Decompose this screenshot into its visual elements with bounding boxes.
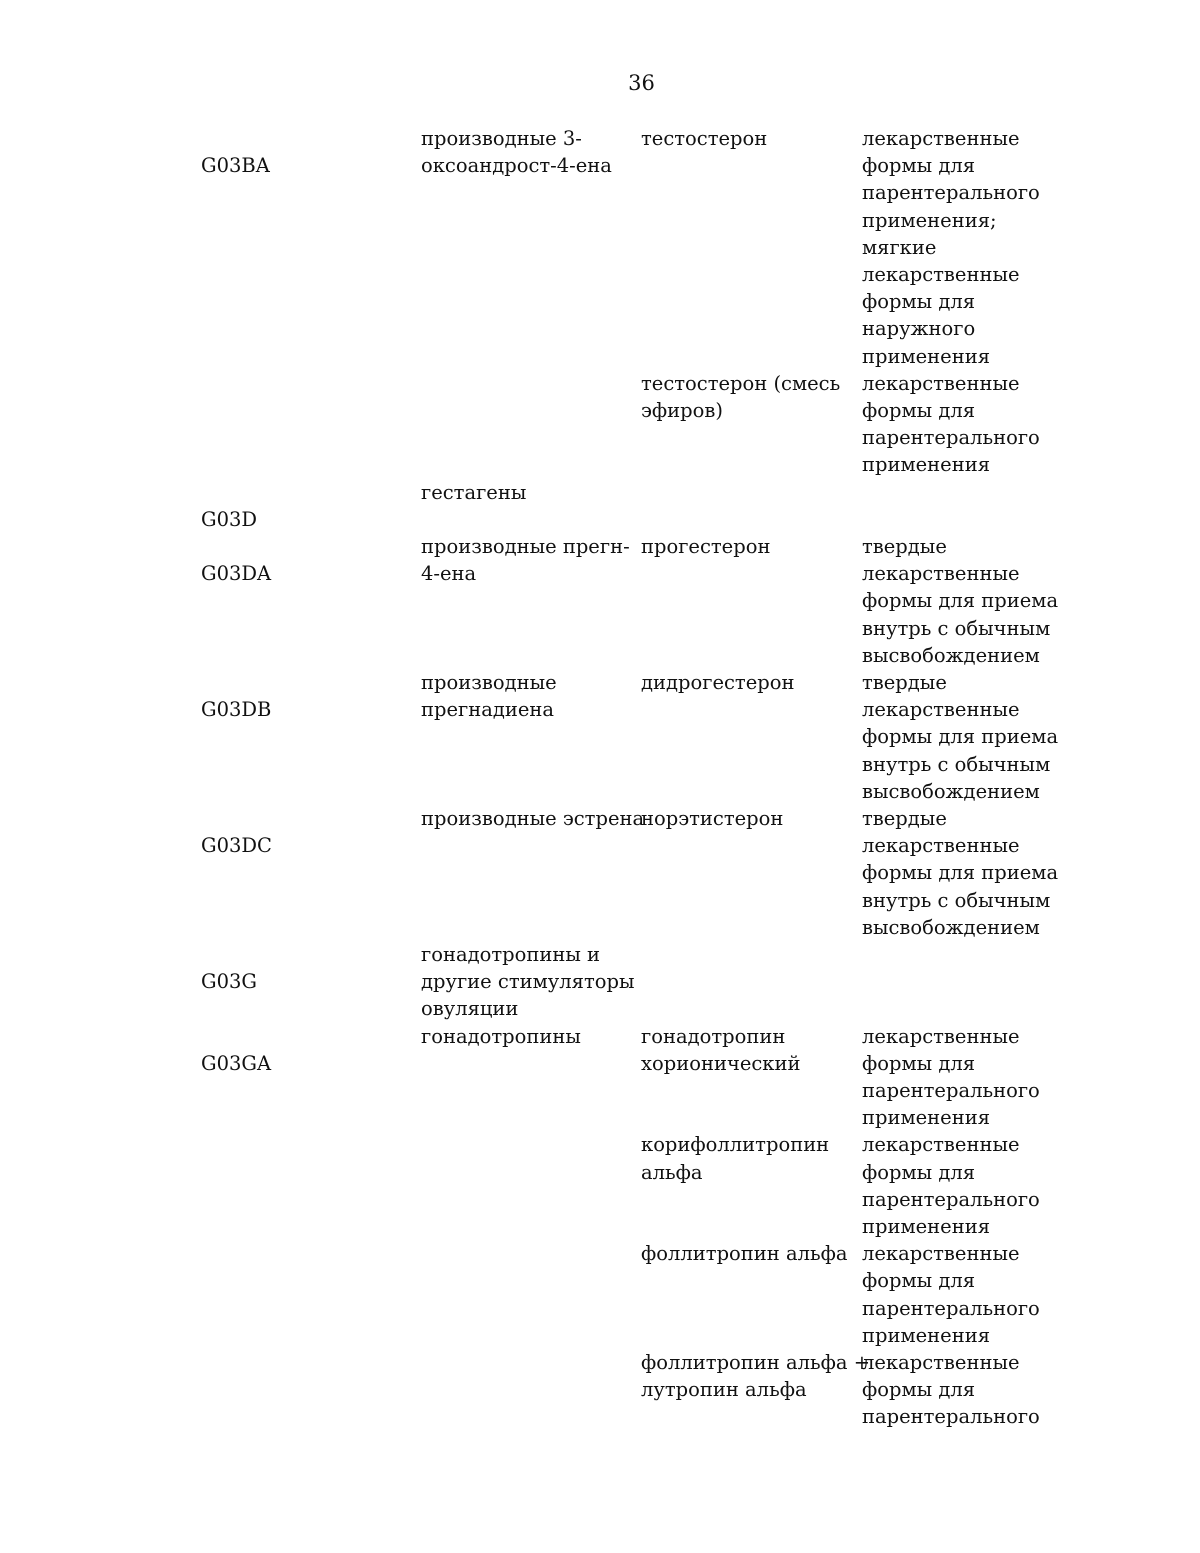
- dosage-form: [862, 125, 1077, 370]
- drug-name-line: тестостерон (смесь: [641, 371, 841, 395]
- drug-name-line: гонадотропин: [641, 1024, 786, 1048]
- dosage-form-line: парентерального: [862, 426, 1040, 450]
- dosage-form-line: мягкие: [862, 235, 937, 259]
- drug-name-line: фоллитропин альфа +: [641, 1350, 871, 1374]
- dosage-form-line: лекарственные: [862, 834, 1020, 858]
- dosage-form-line: парентерального: [862, 181, 1040, 205]
- group-name: [421, 941, 636, 1023]
- dosage-form: [862, 669, 1077, 805]
- drug-name-line: тестостерон: [641, 127, 768, 150]
- group-name: [421, 533, 636, 587]
- dosage-form-line: наружного: [862, 317, 976, 341]
- dosage-form: [862, 370, 1077, 479]
- table-row: [0, 1349, 1200, 1431]
- group-name: [421, 479, 636, 506]
- atc-code: [201, 370, 401, 397]
- dosage-form-line: высвобождением: [862, 915, 1040, 939]
- drug-name: [641, 669, 856, 696]
- dosage-form-line: парентерального: [862, 1296, 1040, 1320]
- group-name-line: оксоандрост-4-ена: [421, 154, 612, 178]
- drug-name: [641, 1131, 856, 1185]
- dosage-form-line: применения: [862, 1214, 991, 1238]
- dosage-form-line: применения;: [862, 208, 997, 232]
- drug-name-line: дидрогестерон: [641, 670, 795, 694]
- group-name-line: производные: [421, 670, 557, 694]
- dosage-form-line: лекарственные: [862, 127, 1020, 150]
- dosage-form-line: лекарственные: [862, 698, 1020, 722]
- drug-name-line: корифоллитропин: [641, 1133, 830, 1157]
- table-row: [0, 1240, 1200, 1349]
- drug-name: [641, 1240, 856, 1267]
- dosage-form: [862, 1349, 1077, 1431]
- group-name-line: 4-ена: [421, 562, 477, 586]
- dosage-form-line: высвобождением: [862, 643, 1040, 667]
- atc-code: G03BA: [201, 154, 270, 178]
- dosage-form-line: применения: [862, 1323, 991, 1347]
- table-row: [0, 941, 1200, 1023]
- dosage-form-line: формы для: [862, 290, 976, 314]
- table-row: [0, 1131, 1200, 1240]
- dosage-form-line: парентерального: [862, 1187, 1040, 1211]
- drug-table: [0, 125, 1200, 1431]
- atc-code: [201, 1240, 401, 1267]
- dosage-form: [862, 533, 1077, 669]
- group-name-line: производные эстрена: [421, 806, 645, 830]
- dosage-form-line: применения: [862, 453, 991, 477]
- dosage-form-line: высвобождением: [862, 779, 1040, 803]
- dosage-form: [862, 1023, 1077, 1132]
- dosage-form-line: парентерального: [862, 1078, 1040, 1102]
- drug-name: [641, 805, 856, 832]
- atc-code: G03DB: [201, 698, 272, 722]
- group-name-line: гестагены: [421, 480, 527, 504]
- dosage-form-line: применения: [862, 344, 991, 368]
- dosage-form-line: внутрь с обычным: [862, 888, 1051, 912]
- table-row: [0, 125, 1200, 370]
- group-name-line: гонадотропины: [421, 1024, 581, 1048]
- atc-code: G03DA: [201, 562, 272, 586]
- dosage-form-line: формы для: [862, 1051, 976, 1075]
- page-number: 36: [628, 71, 655, 95]
- drug-name: [641, 1023, 856, 1077]
- dosage-form-line: парентерального: [862, 1405, 1040, 1429]
- dosage-form-line: формы для: [862, 1378, 976, 1402]
- table-row: [0, 805, 1200, 941]
- drug-name: [641, 125, 856, 152]
- group-name-line: другие стимуляторы: [421, 970, 635, 994]
- group-name-line: гонадотропины и: [421, 942, 601, 966]
- table-row: [0, 669, 1200, 805]
- table-row: [0, 479, 1200, 533]
- drug-name: [641, 1349, 871, 1403]
- group-name: [421, 125, 636, 179]
- group-name: [421, 1023, 636, 1050]
- dosage-form-line: твердые: [862, 806, 947, 830]
- dosage-form-line: формы для: [862, 154, 976, 178]
- dosage-form: [862, 805, 1077, 941]
- dosage-form-line: формы для приема: [862, 861, 1059, 885]
- atc-code: [201, 1349, 401, 1376]
- drug-name-line: лутропин альфа: [641, 1378, 807, 1402]
- dosage-form-line: лекарственные: [862, 1242, 1020, 1266]
- dosage-form-line: лекарственные: [862, 562, 1020, 586]
- drug-name-line: альфа: [641, 1160, 703, 1184]
- drug-name-line: прогестерон: [641, 534, 771, 558]
- table-row: [0, 1023, 1200, 1132]
- atc-code: [201, 1131, 401, 1158]
- dosage-form-line: формы для: [862, 398, 976, 422]
- dosage-form: [862, 1240, 1077, 1349]
- group-name-line: овуляции: [421, 997, 519, 1021]
- atc-code: G03GA: [201, 1051, 272, 1075]
- atc-code: G03DC: [201, 834, 272, 858]
- drug-name-line: норэтистерон: [641, 806, 784, 830]
- drug-name-line: эфиров): [641, 398, 723, 422]
- dosage-form-line: твердые: [862, 534, 947, 558]
- dosage-form-line: формы для приема: [862, 725, 1059, 749]
- dosage-form-line: формы для: [862, 1160, 976, 1184]
- atc-code: G03G: [201, 970, 257, 994]
- group-name-line: прегнадиена: [421, 698, 555, 722]
- table-row: [0, 533, 1200, 669]
- dosage-form-line: внутрь с обычным: [862, 616, 1051, 640]
- dosage-form-line: применения: [862, 1106, 991, 1130]
- dosage-form: [862, 1131, 1077, 1240]
- dosage-form-line: твердые: [862, 670, 947, 694]
- drug-name-line: хорионический: [641, 1051, 801, 1075]
- group-name-line: производные прегн-: [421, 534, 630, 558]
- group-name: [421, 805, 645, 832]
- dosage-form-line: внутрь с обычным: [862, 752, 1051, 776]
- group-name: [421, 669, 636, 723]
- dosage-form-line: лекарственные: [862, 1350, 1020, 1374]
- dosage-form-line: формы для приема: [862, 589, 1059, 613]
- dosage-form-line: лекарственные: [862, 1024, 1020, 1048]
- table-row: [0, 370, 1200, 479]
- dosage-form-line: лекарственные: [862, 1133, 1020, 1157]
- dosage-form-line: формы для: [862, 1269, 976, 1293]
- group-name-line: производные 3-: [421, 127, 582, 150]
- atc-code: G03D: [201, 507, 258, 531]
- dosage-form-line: лекарственные: [862, 371, 1020, 395]
- drug-name: [641, 370, 856, 424]
- dosage-form-line: лекарственные: [862, 262, 1020, 286]
- drug-name-line: фоллитропин альфа: [641, 1242, 848, 1266]
- drug-name: [641, 533, 856, 560]
